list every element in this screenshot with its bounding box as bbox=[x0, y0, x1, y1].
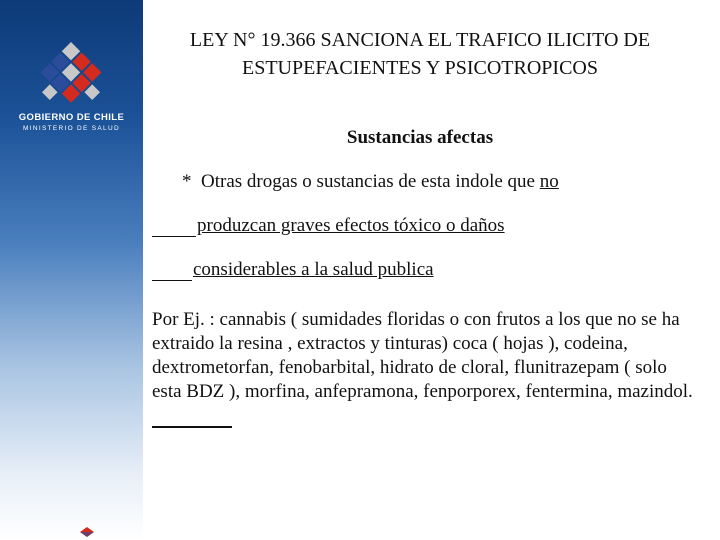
example-paragraph bbox=[152, 308, 697, 428]
example-text: Por Ej. : cannabis ( sumidades floridas o con frutos a los que no se ha extraido la resina , extractos y tinturas) coca ( hojas ), codeina, dextrometorfan, fenobarbital, hidrato de cloral, flunitrazepam ( solo esta BDZ ), morfina, anfepramona, fenporporex, fentermina, mazindol. bbox=[152, 309, 693, 402]
corner-flag-icon bbox=[80, 527, 94, 537]
line-3-text: considerables a la salud publica bbox=[193, 259, 434, 280]
sidebar-brand-panel bbox=[0, 0, 143, 540]
emphasis-no: no bbox=[539, 171, 559, 192]
bullet-text: Otras drogas o sustancias de esta indole que bbox=[201, 171, 540, 192]
bullet-line-3 bbox=[152, 259, 434, 281]
slide-title: LEY N° 19.366 SANCIONA EL TRAFICO ILICITO DE ESTUPEFACIENTES Y PSICOTROPICOS bbox=[189, 29, 651, 79]
bullet-line-1 bbox=[182, 171, 559, 193]
brand-ministry: MINISTERIO DE SALUD bbox=[23, 125, 120, 132]
slide-subtitle: Sustancias afectas bbox=[346, 127, 494, 148]
underline-gap bbox=[152, 262, 192, 281]
bullet-marker: * bbox=[182, 171, 192, 192]
brand-name: GOBIERNO DE CHILE bbox=[18, 112, 125, 123]
underline-gap bbox=[152, 218, 196, 237]
line-2-text: produzcan graves efectos tóxico o daños bbox=[197, 215, 505, 236]
bullet-line-2 bbox=[152, 215, 505, 237]
closing-underline bbox=[152, 408, 232, 428]
government-logo-icon bbox=[26, 36, 116, 118]
